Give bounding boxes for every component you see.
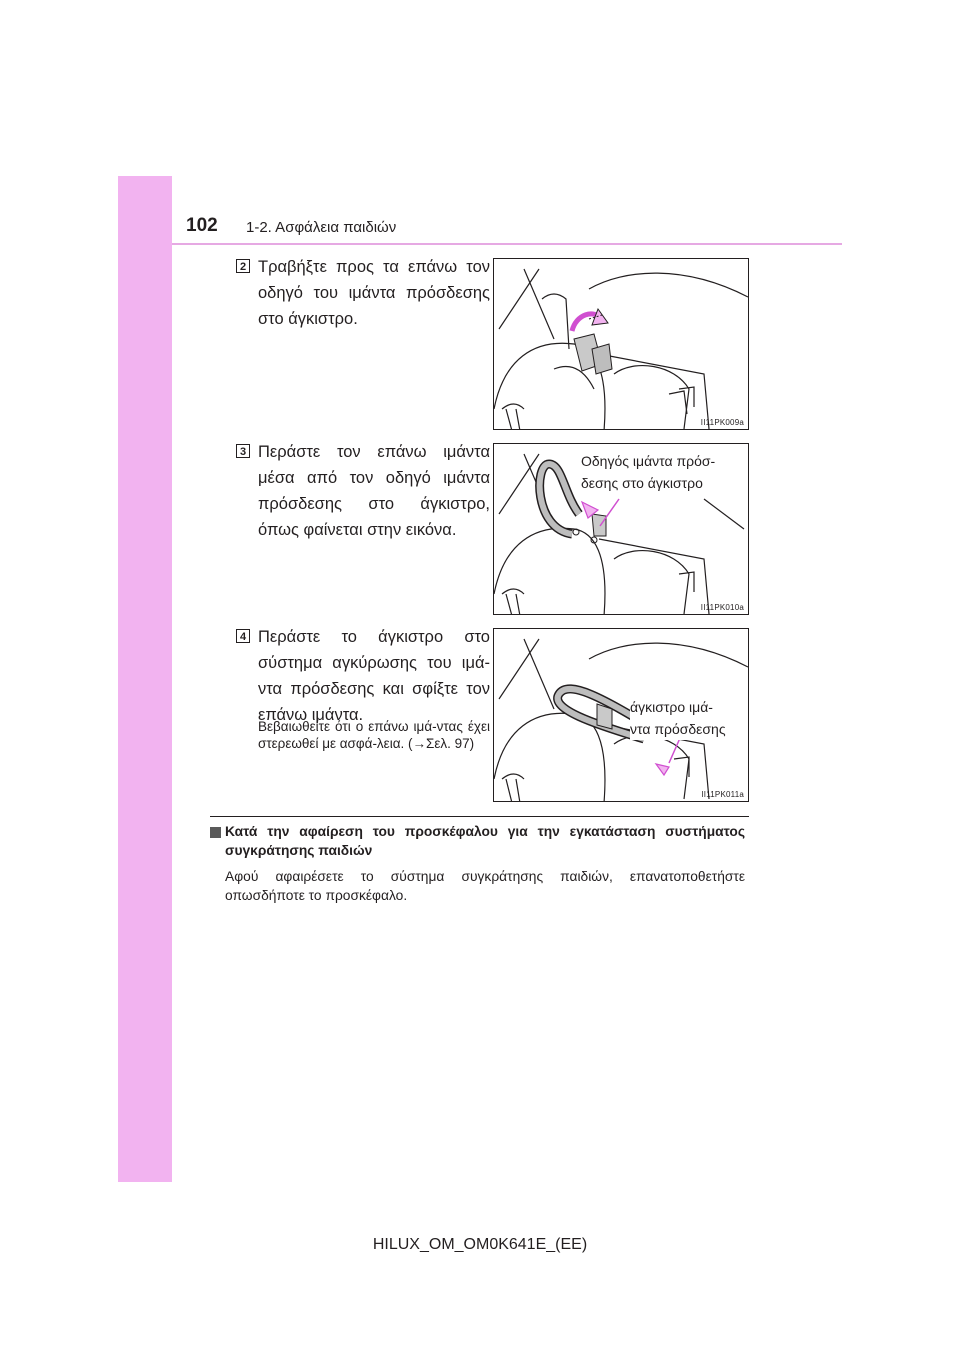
callout-belt-guide: Οδηγός ιμάντα πρόσ- δεσης στο άγκιστρο	[581, 450, 715, 494]
header-rule	[172, 243, 842, 245]
step-text-2: Τραβήξτε προς τα επάνω τον οδηγό του ιμάντα πρόσδεσης στο άγκιστρο.	[258, 258, 490, 328]
square-bullet-icon	[210, 827, 221, 838]
step-text-4: Περάστε το άγκιστρο στο σύστημα αγκύρωσης του ιμά-ντα πρόσδεσης και σφίξτε τον επάνω ιμάντα.	[258, 628, 490, 724]
step-note-4: Βεβαιωθείτε ότι ο επάνω ιμά-ντας έχει στερεωθεί με ασφά-λεια. (→Σελ. 97)	[258, 719, 490, 751]
figure-code-3: II11PK010a	[700, 603, 744, 612]
section-title: 1-2. Ασφάλεια παιδιών	[246, 219, 397, 236]
page-number: 102	[186, 215, 218, 236]
sidebar-tab	[118, 176, 172, 1182]
step-number-3: 3	[236, 444, 250, 458]
callout-anchor-hook: άγκιστρο ιμά- ντα πρόσδεσης	[630, 696, 726, 740]
step-number-2: 2	[236, 259, 250, 273]
footer-doc-code: HILUX_OM_OM0K641E_(EE)	[372, 1236, 588, 1253]
figure-step-2	[493, 258, 749, 430]
step-number-4: 4	[236, 629, 250, 643]
figure-step-2-drawing	[494, 259, 749, 430]
figure-code-2: II11PK009a	[700, 418, 744, 427]
figure-code-4: II11PK011a	[701, 790, 744, 799]
section-divider	[210, 816, 749, 817]
subsection-body: Αφού αφαιρέσετε το σύστημα συγκράτησης παιδιών, επανατοποθετήστε οπωσδήποτε το προσκέφαλο.	[225, 869, 745, 903]
step-text-3: Περάστε τον επάνω ιμάντα μέσα από τον οδηγό ιμάντα πρόσδεσης στο άγκιστρο, όπως φαίνεται στην εικόνα.	[258, 443, 490, 539]
subsection-title: Κατά την αφαίρεση του προσκέφαλου για την εγκατάσταση συστήματος συγκράτησης παιδιών	[225, 824, 745, 858]
